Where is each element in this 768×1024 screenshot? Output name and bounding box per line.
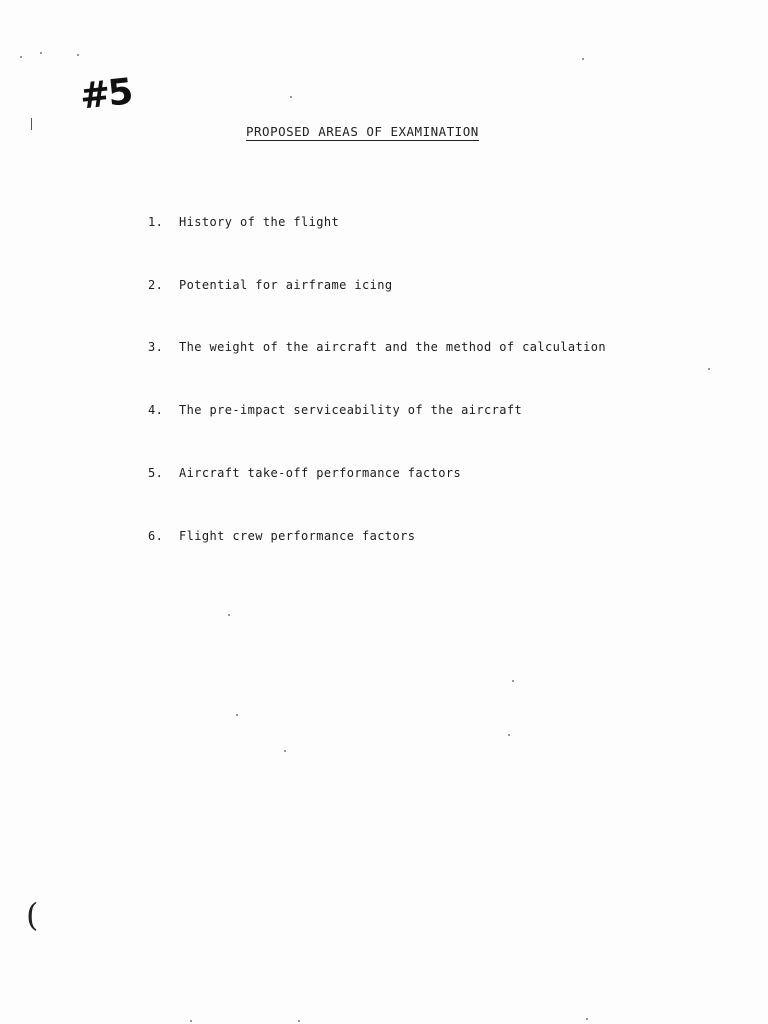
list-item-text: Flight crew performance factors [179, 529, 416, 543]
handwritten-page-mark: #5 [77, 71, 134, 118]
margin-parenthesis-mark: ( [26, 896, 39, 934]
list-item-number: 4. [148, 403, 164, 417]
scan-speck [512, 680, 514, 682]
list-item [148, 466, 461, 480]
list-item-text: The weight of the aircraft and the method of calculation [179, 340, 606, 354]
scan-speck [228, 614, 230, 616]
scan-speck [236, 714, 238, 716]
scan-speck [284, 750, 286, 752]
scan-speck [20, 56, 22, 58]
list-item-text: History of the flight [179, 215, 340, 229]
scan-speck [290, 96, 292, 98]
scan-speck [190, 1020, 192, 1022]
scan-speck [582, 58, 584, 60]
page-title: PROPOSED AREAS OF EXAMINATION [246, 124, 479, 139]
scan-speck [77, 54, 79, 56]
list-item-number: 3. [148, 340, 164, 354]
list-item-text: Potential for airframe icing [179, 278, 393, 292]
list-item [148, 278, 393, 292]
margin-tick-mark [31, 118, 32, 130]
scan-speck [708, 368, 710, 370]
list-item-number: 2. [148, 278, 164, 292]
list-item-text: Aircraft take-off performance factors [179, 466, 462, 480]
scan-speck [40, 52, 42, 54]
scan-speck [586, 1018, 588, 1020]
list-item [148, 340, 606, 354]
scan-speck [508, 734, 510, 736]
list-item [148, 403, 522, 417]
list-item-number: 6. [148, 529, 164, 543]
scan-speck [298, 1020, 300, 1022]
list-item-number: 5. [148, 466, 164, 480]
list-item [148, 215, 339, 229]
list-item-number: 1. [148, 215, 164, 229]
list-item-text: The pre-impact serviceability of the aircraft [179, 403, 523, 417]
list-item [148, 529, 415, 543]
